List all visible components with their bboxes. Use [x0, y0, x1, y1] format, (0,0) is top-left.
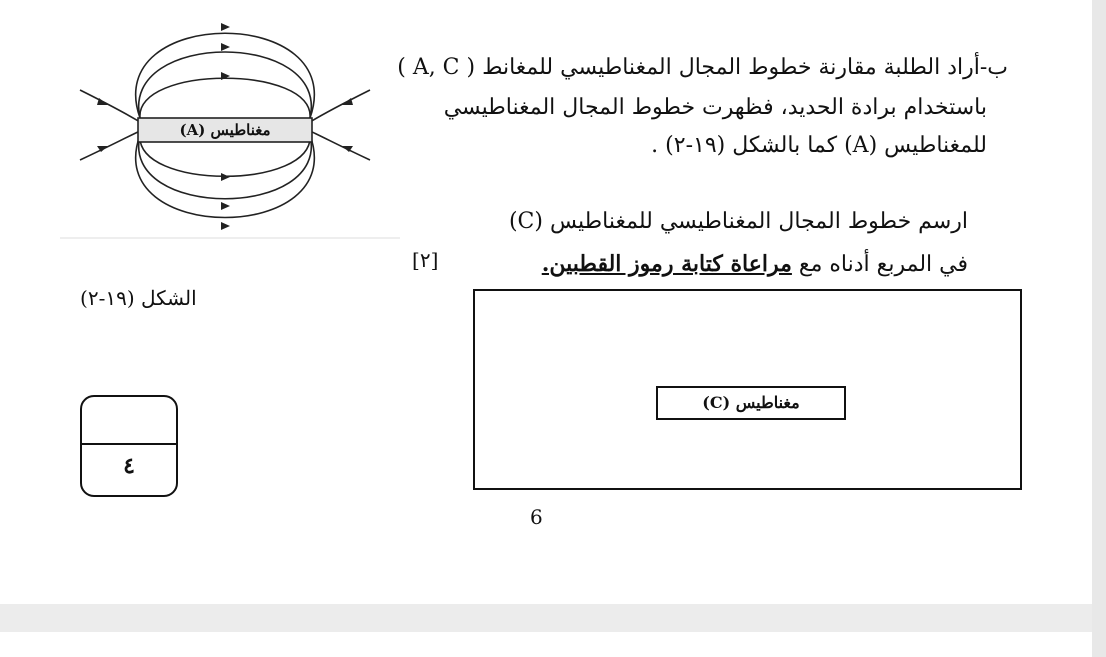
arrowhead	[221, 173, 230, 181]
arrowhead	[221, 23, 230, 31]
question-line-3: للمغناطيس (A) كما بالشكل (١٩-٢) .	[651, 133, 987, 158]
field-line	[310, 90, 370, 122]
page-number: 6	[530, 505, 543, 529]
field-line	[139, 52, 312, 118]
task-line-2-underlined: مراعاة كتابة رموز القطبين.	[541, 251, 792, 277]
field-line	[310, 131, 370, 160]
task-line-1: ارسم خطوط المجال المغناطيسي للمغناطيس (C)	[508, 209, 968, 234]
field-line	[139, 135, 312, 199]
arrowhead	[221, 222, 230, 230]
question-line-1: ب-أراد الطلبة مقارنة خطوط المجال المغناطيسي للمغانط ( A, C )	[397, 55, 1008, 80]
marks: [٢]	[412, 248, 439, 272]
field-line	[140, 78, 310, 118]
magnet-c-label: مغناطيس (C)	[656, 386, 846, 420]
arrowhead	[221, 43, 230, 51]
viewer-edge	[1092, 0, 1106, 657]
next-page-top	[0, 632, 1092, 657]
field-line	[80, 90, 140, 122]
field-line	[80, 131, 140, 160]
magnet-a-label: مغناطيس (A)	[179, 121, 271, 139]
arrowhead	[221, 202, 230, 210]
figure-caption: الشكل (١٩-٢)	[80, 286, 197, 310]
task-line-2	[542, 244, 968, 285]
score-divider	[82, 443, 176, 445]
task-line-2-prefix: في المربع أدناه مع	[798, 252, 968, 277]
score-box	[80, 395, 178, 497]
score-value: ٤	[123, 453, 135, 479]
question-line-2: باستخدام برادة الحديد، فظهرت خطوط المجال المغناطيسي	[443, 95, 987, 120]
